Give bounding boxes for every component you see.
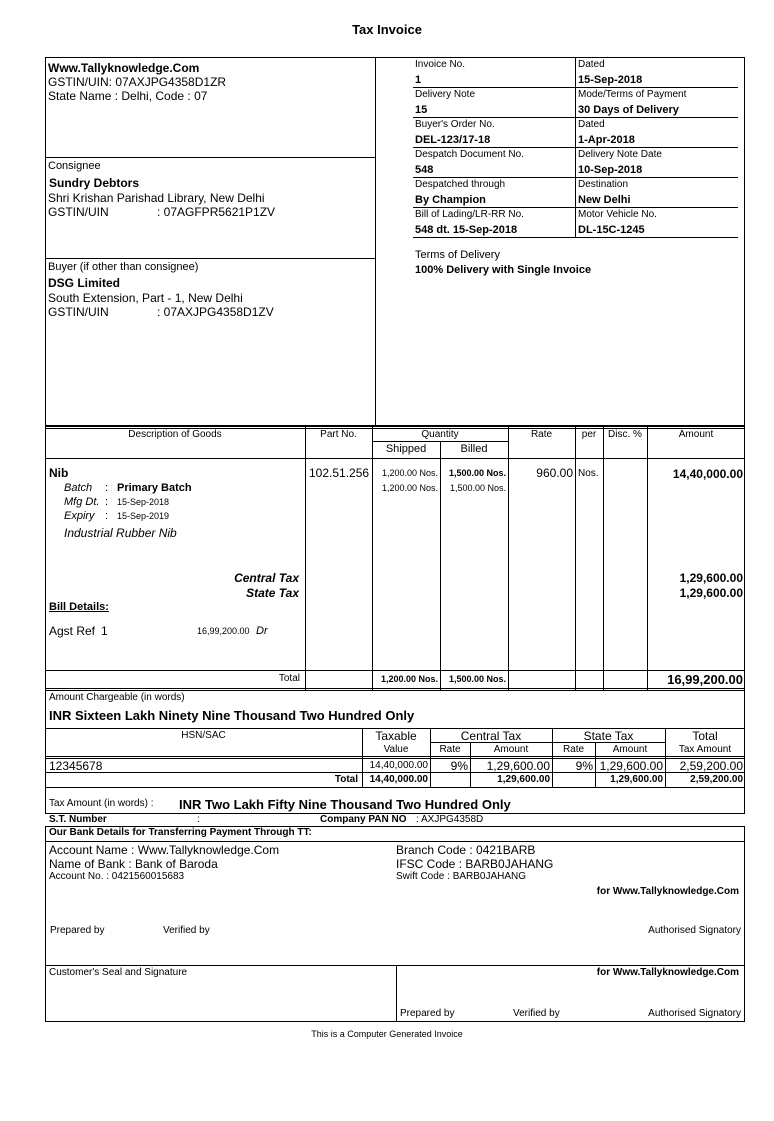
hsn-central-rate: 9% [450, 759, 468, 773]
hsn-code: 12345678 [49, 759, 103, 773]
seller-gstin: GSTIN/UIN: 07AXJPG4358D1ZR [48, 75, 227, 89]
detail-value: 1-Apr-2018 [578, 134, 635, 146]
state-tax-header: State Tax [583, 729, 634, 743]
hsn-state-rate: 9% [575, 759, 593, 773]
hsn-header: HSN/SAC [181, 730, 226, 741]
bill-ref-type: Dr [256, 625, 268, 637]
detail-value: 10-Sep-2018 [578, 164, 643, 176]
buyer-heading: Buyer (if other than consignee) [48, 261, 199, 273]
expiry-label: Expiry [64, 510, 95, 522]
col-billed: Billed [460, 443, 488, 455]
detail-value: New Delhi [578, 194, 631, 206]
detail-label: Bill of Lading/LR-RR No. [415, 209, 524, 220]
detail-label: Delivery Note Date [578, 149, 662, 160]
consignee-gstin-label: GSTIN/UIN [48, 205, 109, 219]
page-title: Tax Invoice [352, 22, 422, 37]
hsn-total-taxable: 14,40,000.00 [369, 774, 428, 785]
central-amount-header: Amount [493, 744, 529, 755]
col-disc: Disc. % [608, 429, 642, 440]
tax-name: State Tax [246, 586, 299, 600]
consignee-name: Sundry Debtors [49, 176, 140, 190]
seller-state: State Name : Delhi, Code : 07 [48, 89, 208, 103]
consignee-gstin-value: : 07AGFPR5621P1ZV [157, 205, 276, 219]
total-tax-header: Total [692, 729, 718, 743]
detail-label: Buyer's Order No. [415, 119, 495, 130]
total-shipped: 1,200.00 Nos. [380, 674, 438, 684]
item-description: Industrial Rubber Nib [64, 526, 177, 540]
item-part-no: 102.51.256 [309, 466, 370, 480]
taxable-header-sub: Value [383, 744, 409, 755]
amount-words-label: Amount Chargeable (in words) [49, 692, 185, 703]
grand-total: 16,99,200.00 [667, 672, 743, 687]
state-amount-header: Amount [612, 744, 648, 755]
total-tax-header-sub: Tax Amount [678, 744, 732, 755]
hsn-total-label: Total [334, 774, 358, 785]
col-part-no: Part No. [320, 429, 357, 440]
item-shipped-sub: 1,200.00 Nos. [381, 483, 438, 493]
detail-label: Despatch Document No. [415, 149, 524, 160]
total-billed: 1,500.00 Nos. [448, 674, 506, 684]
hsn-total: 2,59,200.00 [679, 759, 743, 773]
item-per: Nos. [578, 468, 599, 479]
detail-label: Dated [578, 59, 605, 70]
detail-value: By Champion [415, 194, 486, 206]
detail-value: DL-15C-1245 [578, 224, 645, 236]
bank-ifsc: IFSC Code : BARB0JAHANG [396, 857, 554, 871]
taxable-header: Taxable [375, 729, 417, 743]
authorised-signatory: Authorised Signatory [648, 925, 741, 936]
bank-branch: Branch Code : 0421BARB [396, 843, 536, 857]
st-number-sep: : [197, 814, 200, 825]
tax-name: Central Tax [234, 571, 299, 585]
detail-value: 1 [415, 74, 422, 86]
detail-value: 548 [415, 164, 434, 176]
buyer-name: DSG Limited [48, 276, 121, 290]
mfg-label: Mfg Dt. [64, 496, 100, 508]
hsn-taxable: 14,40,000.00 [369, 760, 428, 771]
bill-details-heading: Bill Details: [49, 601, 109, 613]
col-shipped: Shipped [385, 443, 427, 455]
st-number-label: S.T. Number [49, 814, 107, 825]
hsn-central-amount: 1,29,600.00 [486, 759, 550, 773]
pan-value: : AXJPG4358D [416, 814, 484, 825]
customer-seal: Customer's Seal and Signature [49, 967, 188, 978]
detail-value: 548 dt. 15-Sep-2018 [415, 224, 518, 236]
for-company: for Www.Tallyknowledge.Com [596, 886, 739, 897]
consignee-heading: Consignee [48, 160, 101, 172]
amount-words-value: INR Sixteen Lakh Ninety Nine Thousand Two Hundred Only [49, 708, 415, 723]
col-amount: Amount [678, 429, 714, 440]
bill-ref-amount: 16,99,200.00 [197, 626, 250, 636]
consignee-address: Shri Krishan Parishad Library, New Delhi [48, 191, 265, 205]
verified-by: Verified by [163, 925, 210, 936]
detail-label: Destination [578, 179, 629, 190]
central-tax-header: Central Tax [460, 729, 522, 743]
expiry-value: 15-Sep-2019 [117, 511, 170, 521]
buyer-gstin-label: GSTIN/UIN [48, 305, 109, 319]
bank-account-name: Account Name : Www.Tallyknowledge.Com [49, 843, 280, 857]
bill-ref-label: Agst Ref [49, 624, 96, 638]
detail-label: Motor Vehicle No. [578, 209, 657, 220]
prepared-by-2: Prepared by [400, 1008, 455, 1019]
tax-amount: 1,29,600.00 [679, 571, 743, 585]
col-description: Description of Goods [128, 429, 222, 440]
col-rate: Rate [530, 429, 553, 440]
item-shipped: 1,200.00 Nos. [381, 468, 438, 478]
item-rate: 960.00 [536, 466, 573, 480]
tax-amount: 1,29,600.00 [679, 586, 743, 600]
verified-by-2: Verified by [513, 1008, 560, 1019]
central-rate-header: Rate [439, 744, 461, 755]
item-amount: 14,40,000.00 [672, 467, 743, 481]
mfg-sep: : [105, 496, 109, 508]
detail-value: DEL-123/17-18 [415, 134, 491, 146]
items-total-label: Total [278, 673, 300, 684]
item-billed: 1,500.00 Nos. [448, 468, 506, 478]
hsn-total-state: 1,29,600.00 [610, 774, 663, 785]
prepared-by: Prepared by [50, 925, 105, 936]
item-billed-sub: 1,500.00 Nos. [449, 483, 506, 493]
detail-label: Despatched through [415, 179, 506, 190]
tax-words-label: Tax Amount (in words) : [49, 798, 154, 809]
expiry-sep: : [105, 510, 109, 522]
bill-ref-no: 1 [101, 624, 108, 638]
buyer-gstin-value: : 07AXJPG4358D1ZV [157, 305, 274, 319]
hsn-total-tax: 2,59,200.00 [690, 774, 743, 785]
hsn-total-central: 1,29,600.00 [497, 774, 550, 785]
for-company-2: for Www.Tallyknowledge.Com [596, 967, 739, 978]
authorised-signatory-2: Authorised Signatory [648, 1008, 741, 1019]
detail-value: 15-Sep-2018 [578, 74, 643, 86]
tax-words-value: INR Two Lakh Fifty Nine Thousand Two Hundred Only [179, 797, 511, 812]
detail-label: Dated [578, 119, 605, 130]
hsn-state-amount: 1,29,600.00 [599, 759, 663, 773]
col-quantity: Quantity [421, 429, 459, 440]
bank-swift: Swift Code : BARB0JAHANG [396, 871, 527, 882]
item-name: Nib [49, 466, 69, 480]
batch-label: Batch [64, 482, 93, 494]
seller-name: Www.Tallyknowledge.Com [48, 61, 200, 75]
detail-label: Invoice No. [415, 59, 466, 70]
batch-value: Primary Batch [117, 482, 192, 494]
detail-label: Mode/Terms of Payment [578, 89, 687, 100]
footer-note: This is a Computer Generated Invoice [311, 1029, 463, 1039]
bank-account-no: Account No. : 0421560015683 [49, 871, 185, 882]
bank-name: Name of Bank : Bank of Baroda [49, 857, 218, 871]
items-table [45, 426, 745, 691]
mfg-value: 15-Sep-2018 [117, 497, 170, 507]
detail-value: 15 [415, 104, 428, 116]
detail-label: Delivery Note [415, 89, 476, 100]
col-per: per [581, 429, 597, 440]
buyer-address: South Extension, Part - 1, New Delhi [48, 291, 243, 305]
state-rate-header: Rate [562, 744, 585, 755]
terms-value: 100% Delivery with Single Invoice [415, 264, 592, 276]
batch-sep: : [105, 482, 109, 494]
bank-heading: Our Bank Details for Transferring Payment Through TT: [49, 827, 312, 838]
terms-label: Terms of Delivery [415, 249, 500, 261]
detail-value: 30 Days of Delivery [578, 104, 679, 116]
pan-label: Company PAN NO [320, 814, 407, 825]
